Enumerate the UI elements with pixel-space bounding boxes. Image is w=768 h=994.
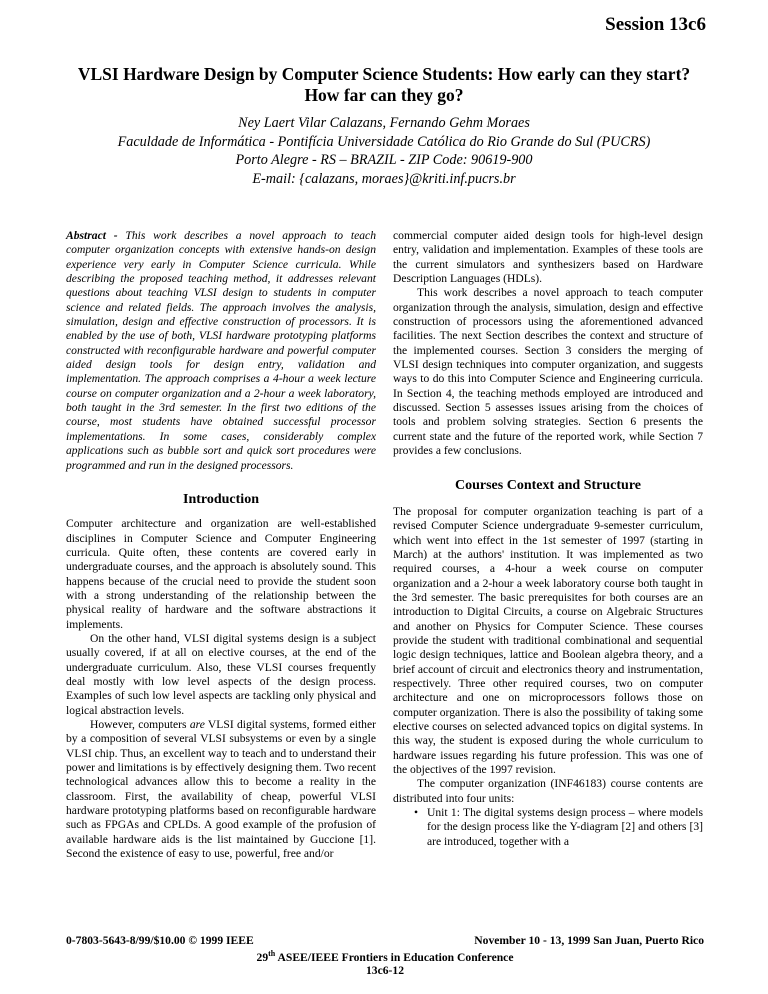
title-line-2: How far can they go?: [304, 85, 464, 105]
conf-name: ASEE/IEEE Frontiers in Education Conference: [275, 950, 514, 964]
list-item: • Unit 1: The digital systems design process – where models for the design process like the Y-diagram [2] and others [3] are introduced, together with a: [427, 806, 703, 849]
conf-number: 29: [256, 950, 269, 964]
author-affiliation: Faculdade de Informática - Pontifícia Universidade Católica do Rio Grande do Sul (PUCRS): [117, 133, 651, 150]
footer-page-number: 13c6-12: [366, 963, 404, 977]
abstract-text: This work describes a novel approach to teach computer organization concepts with extensive hands-on design experience very early in Computer Science curricula. While describing the proposed teaching method, it addresses relevant questions about teaching VLSI design to students in computer science and related fields. The approach involves the analysis, simulation, design and effective construction of processors. It is enabled by the use of both, VLSI hardware prototyping platforms constructed with reconfigurable hardware and powerful computer aided design tools for design entry, validation and implementation. The approach comprises a 4-hour a week lecture course on computer organization and a 2-hour a week laboratory, both taught in the 3rd semester. In the first two editions of the course, most students have obtained successful processor implementations. In some cases, considerably complex applications such as bubble sort and quick sort procedures were programmed and run in the designed processors.: [66, 229, 376, 472]
conf-suffix: th: [268, 949, 276, 958]
text-run: However, computers: [90, 718, 190, 731]
right-column: [393, 229, 703, 849]
page-footer: [66, 934, 704, 977]
paper-title: [40, 64, 728, 106]
author-address: Porto Alegre - RS – BRAZIL - ZIP Code: 90619-900: [235, 152, 533, 168]
left-column: [66, 229, 376, 861]
abstract: [66, 229, 376, 473]
text-run: VLSI digital systems, formed either by a composition of several VLSI subsystems or even by a single VLSI chip. Thus, an excellent way to teach and to understand their power and limitations is by effectively designing them. Two recent technological advances allow this to become a reality in the classroom. First, the availability of cheap, powerful VLSI hardware prototyping platforms based on reconfigurable hardware such as FPGAs and CPLDs. A good example of the profusion of available hardware aids is the list maintained by Guccione [1]. Second the existence of easy to use, powerful, free and/or: [66, 718, 376, 861]
abstract-label: Abstract -: [66, 229, 118, 242]
emphasis: are: [189, 718, 205, 731]
paragraph: The computer organization (INF46183) course contents are distributed into four units:: [393, 777, 703, 805]
paragraph: commercial computer aided design tools for high-level design entry, validation and implementation. Examples of these tools are the current simulators and synthesizers based on Hardware Description Languages (HDLs).: [393, 229, 703, 286]
paragraph: On the other hand, VLSI digital systems design is a subject usually covered, if at all on elective courses, at the end of the undergraduate curriculum. Also, these VLSI courses frequently deal mostly with low level aspects of the design process. Examples of such low level aspects are tackling only physical and logical abstraction levels.: [66, 631, 376, 717]
paragraph: The proposal for computer organization teaching is part of a revised Computer Science undergraduate 9-semester curriculum, which went into effect in the 1st semester of 1997 (starting in March) at the authors' institution. It was implemented as two required courses, a 4-hour a week course on computer organization and a 2-hour a week laboratory course both taught in the 3rd semester. The basic prerequisites for both courses are an introduction to Digital Circuits, a course on Algebraic Structures and another on Physics for Computer Science. These courses provide the student with traditional combinational and sequential logic design techniques, lattice and Boolean algebra theory, and a brief account of circuit and electronics theory and instrumentation, respectively. Three other required courses, two on computer architecture and one on microprocessors follows those on computer organization. There is also the possibility of taking some elective courses on selected advanced topics on digital systems. In this way, the student is exposed during the whole curriculum to hardware issues regarding his future profession. This was one of the objectives of the 1997 revision.: [393, 504, 703, 777]
section-heading-introduction: Introduction: [183, 491, 259, 507]
unit-list: [393, 806, 703, 849]
section-heading-courses: Courses Context and Structure: [454, 477, 641, 493]
footer-isbn: 0-7803-5643-8/99/$10.00 © 1999 IEEE: [66, 934, 254, 947]
paragraph: Computer architecture and organization are well-established disciplines in Computer Science and Computer Engineering curricula. Quite often, these contents are covered early in undergraduate courses, and the approach is absolutely sound. This happens because of the crucial need to provide the student soon with a strong understanding of the relationship between the physical reality of hardware and the software abstractions it implements.: [66, 517, 376, 631]
author-names: Ney Laert Vilar Calazans, Fernando Gehm Moraes: [238, 115, 530, 131]
paragraph: [66, 718, 376, 861]
title-line-1: VLSI Hardware Design by Computer Science Students: How early can they start?: [77, 64, 691, 84]
author-email: E-mail: {calazans, moraes}@kriti.inf.pucrs.br: [252, 170, 516, 187]
author-block: [40, 114, 728, 188]
session-label: Session 13c6: [605, 14, 706, 35]
footer-dates: November 10 - 13, 1999 San Juan, Puerto Rico: [474, 934, 704, 947]
paragraph: This work describes a novel approach to teach computer organization through the analysis, simulation, design and effective construction of processors using the aforementioned advanced facilities. The next Section describes the context and structure of the implemented courses. Section 3 considers the merging of VLSI design techniques into computer organization, and suggests ways to do this into Computer Science and Engineering curricula. In Section 4, the teaching methods employed are introduced and discussed. Section 5 assesses issues arising from the choices of tools and problem solving strategies. Section 6 presents the current state and the future of the reported work, while Section 7 provides a few conclusions.: [393, 286, 703, 458]
